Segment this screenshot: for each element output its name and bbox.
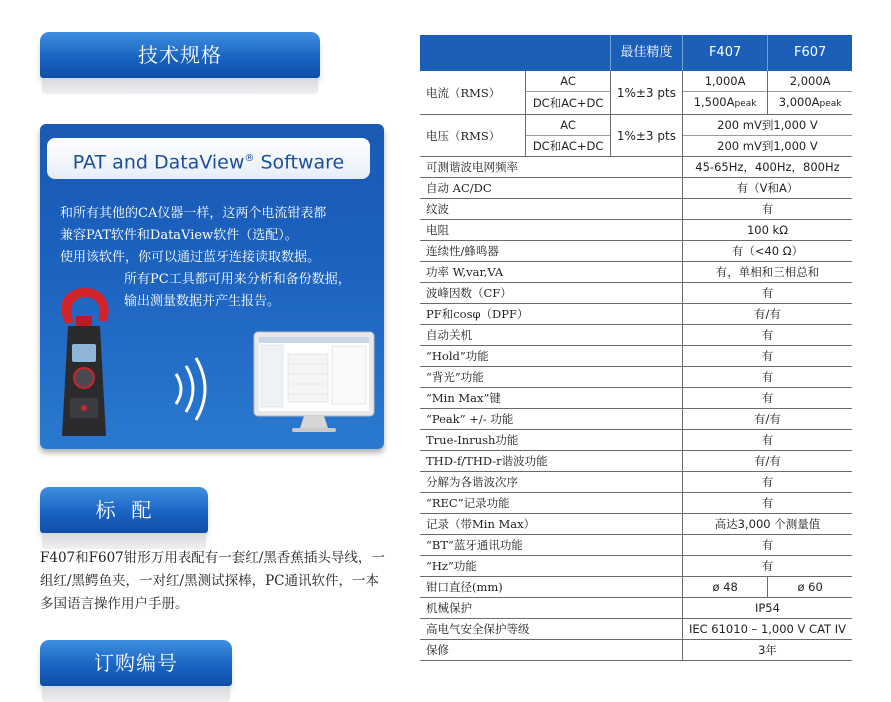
- row-value: 100 kΩ: [682, 220, 852, 241]
- jaw-f607: ø 60: [768, 577, 852, 598]
- table-row: [420, 283, 852, 304]
- current-accuracy: 1%±3 pts: [610, 71, 682, 115]
- row-label: 记录（带Min Max）: [426, 517, 536, 531]
- software-desc-line: 使用该软件，你可以通过蓝牙连接读取数据。: [60, 250, 321, 265]
- current-f607-acdc-value: 3,000A: [778, 95, 820, 109]
- row-label: 高电气安全保护等级: [426, 622, 530, 636]
- software-desc-line: 兼容PAT软件和DataView软件（选配）。: [60, 228, 298, 243]
- table-row: [420, 388, 852, 409]
- col-f607: F607: [768, 35, 852, 71]
- row-label: 机械保护: [426, 601, 472, 615]
- row-label: 自动关机: [426, 328, 472, 342]
- row-label: 电阻: [426, 223, 449, 237]
- row-value: 有，单相和三相总和: [682, 262, 852, 283]
- row-value: 有: [682, 346, 852, 367]
- current-f407-ac: 1,000A: [682, 71, 767, 92]
- table-row: [420, 535, 852, 556]
- software-desc-line: 输出测量数据并产生报告。: [124, 294, 281, 309]
- row-label: PF和cosφ（DPF）: [426, 307, 529, 321]
- table-row: [420, 556, 852, 577]
- specs-header-shadow: [42, 78, 318, 94]
- table-row: [420, 640, 852, 661]
- software-title-suffix: Software: [254, 151, 345, 174]
- current-f407-acdc: [682, 92, 767, 115]
- software-desc-line: 所有PC工具都可用来分析和备份数据，: [124, 272, 351, 287]
- row-value: 有: [682, 472, 852, 493]
- row-label: “Min Max”键: [426, 391, 501, 405]
- software-title-text: PAT and DataView: [72, 151, 245, 174]
- row-label: 功率 W,var,VA: [426, 265, 504, 279]
- current-f407-peak: peak: [734, 99, 757, 109]
- table-row: [420, 598, 852, 619]
- software-title-reg: ®: [244, 153, 255, 164]
- row-label: True-Inrush功能: [426, 433, 519, 447]
- row-value: 有: [682, 367, 852, 388]
- row-label: “Peak” +/- 功能: [426, 412, 514, 426]
- jaw-label: 钳口直径(mm): [426, 580, 503, 594]
- row-label: 连续性/蜂鸣器: [426, 244, 499, 258]
- table-row: [420, 430, 852, 451]
- row-label: 分解为各谐波次序: [426, 475, 518, 489]
- row-label: “REC”记录功能: [426, 496, 510, 510]
- current-label: 电流（RMS）: [420, 71, 526, 115]
- table-row: [420, 304, 852, 325]
- laptop-icon: [252, 330, 376, 434]
- table-header-blank: [420, 35, 610, 71]
- spec-table: [420, 35, 852, 661]
- voltage-accuracy: 1%±3 pts: [610, 115, 682, 157]
- table-row: [420, 178, 852, 199]
- clamp-meter-icon: [54, 286, 114, 441]
- table-row: [420, 115, 852, 136]
- row-label: THD-f/THD-r谐波功能: [426, 454, 548, 468]
- row-value: 有（V和A）: [682, 178, 852, 199]
- table-row: [420, 241, 852, 262]
- row-value: 45-65Hz，400Hz，800Hz: [682, 157, 852, 178]
- row-value: IEC 61010 – 1,000 V CAT IV: [682, 619, 852, 640]
- table-row: [420, 346, 852, 367]
- voltage-acdc: DC和AC+DC: [526, 136, 610, 157]
- row-value: 高达3,000 个测量值: [682, 514, 852, 535]
- table-row: [420, 325, 852, 346]
- table-row: [420, 367, 852, 388]
- row-value: 有/有: [682, 409, 852, 430]
- row-value: 有: [682, 325, 852, 346]
- row-label: 保修: [426, 643, 449, 657]
- col-f407: F407: [682, 35, 767, 71]
- software-desc-line: 和所有其他的CA仪器一样，这两个电流钳表都: [60, 206, 327, 221]
- wireless-waves-icon: [168, 354, 228, 424]
- software-title: [47, 138, 370, 179]
- table-row: [420, 451, 852, 472]
- row-value: 有/有: [682, 304, 852, 325]
- current-f407-acdc-value: 1,500A: [693, 95, 735, 109]
- row-label: 自动 AC/DC: [426, 181, 492, 195]
- row-value: 有: [682, 388, 852, 409]
- accessories-header-title: 标 配: [95, 498, 153, 522]
- row-label: 波峰因数（CF）: [426, 286, 512, 300]
- voltage-ac-value: 200 mV到1,000 V: [682, 115, 852, 136]
- voltage-ac: AC: [526, 115, 610, 136]
- current-f607-ac: 2,000A: [768, 71, 852, 92]
- table-row: [420, 493, 852, 514]
- table-row: [420, 220, 852, 241]
- table-row: [420, 619, 852, 640]
- row-label: 纹波: [426, 202, 449, 216]
- row-value: 有: [682, 430, 852, 451]
- table-row: [420, 71, 852, 92]
- row-label: “BT”蓝牙通讯功能: [426, 538, 523, 552]
- row-label: 可测谐波电网频率: [426, 160, 518, 174]
- table-row: [420, 472, 852, 493]
- row-value: 有: [682, 199, 852, 220]
- row-value: 有/有: [682, 451, 852, 472]
- ordering-header-title: 订购编号: [94, 651, 178, 675]
- col-accuracy: 最佳精度: [610, 35, 682, 71]
- row-value: 有: [682, 283, 852, 304]
- row-label: “Hz”功能: [426, 559, 477, 573]
- row-value: 有: [682, 556, 852, 577]
- table-row: [420, 514, 852, 535]
- voltage-acdc-value: 200 mV到1,000 V: [682, 136, 852, 157]
- current-acdc: DC和AC+DC: [526, 92, 610, 115]
- table-row: [420, 262, 852, 283]
- row-value: IP54: [682, 598, 852, 619]
- ordering-header: [40, 640, 232, 686]
- software-box: [40, 124, 384, 449]
- voltage-label: 电压（RMS）: [420, 115, 526, 157]
- specs-header: [40, 32, 320, 78]
- row-value: 有: [682, 535, 852, 556]
- table-row: [420, 577, 852, 598]
- jaw-f407: ø 48: [682, 577, 767, 598]
- accessories-header: [40, 487, 208, 533]
- row-value: 有: [682, 493, 852, 514]
- row-value: 3年: [682, 640, 852, 661]
- current-f607-peak: peak: [819, 99, 842, 109]
- row-label: “背光”功能: [426, 370, 484, 384]
- ordering-header-shadow: [42, 686, 230, 702]
- current-f607-acdc: [768, 92, 852, 115]
- row-label: “Hold”功能: [426, 349, 489, 363]
- row-value: 有（<40 Ω）: [682, 241, 852, 262]
- current-ac: AC: [526, 71, 610, 92]
- specs-header-title: 技术规格: [138, 43, 222, 67]
- table-row: [420, 409, 852, 430]
- table-row: [420, 157, 852, 178]
- table-row: [420, 199, 852, 220]
- accessories-text: F407和F607钳形万用表配有一套红/黑香蕉插头导线，一组红/黑鳄鱼夹，一对红/黑测试探棒，PC通讯软件，一本多国语言操作用户手册。: [40, 550, 385, 612]
- table-header-row: [420, 35, 852, 71]
